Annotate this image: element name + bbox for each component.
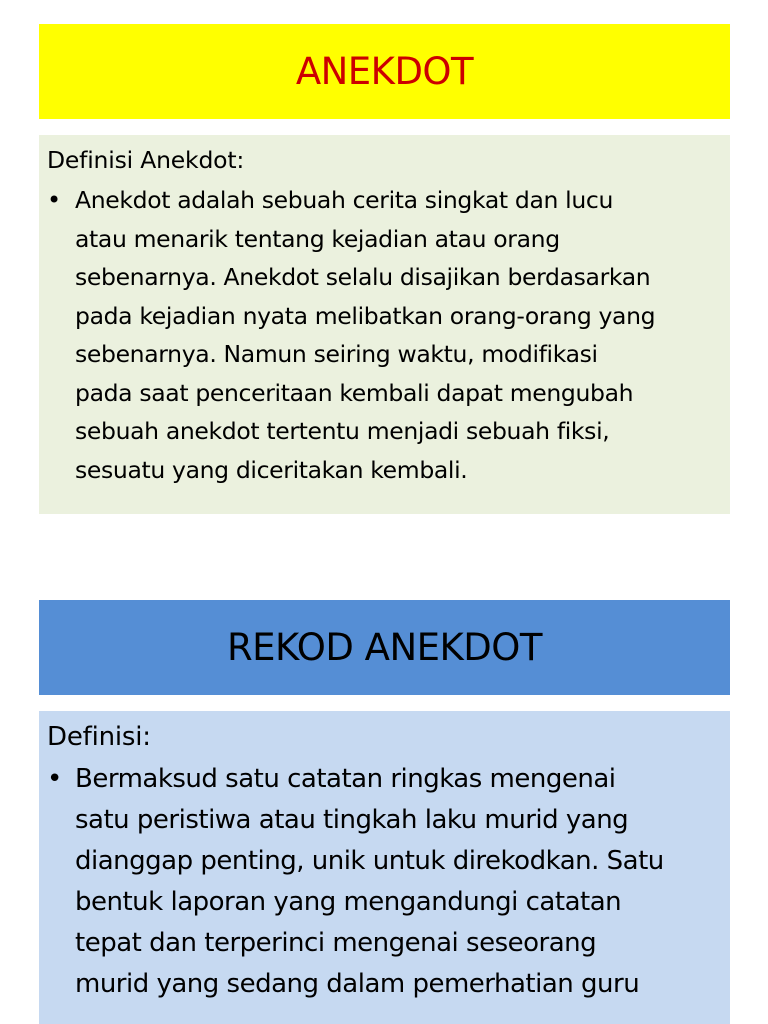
rekod-anekdot-definition-box	[39, 711, 730, 1024]
text-line: sesuatu yang diceritakan kembali.	[75, 455, 468, 484]
anekdot-title-box	[39, 24, 730, 119]
text-line: murid yang sedang dalam pemerhatian guru	[75, 969, 640, 999]
anekdot-definition-text	[75, 181, 655, 489]
rekod-anekdot-definition-heading: Definisi:	[47, 722, 151, 752]
text-line: sebenarnya. Namun seiring waktu, modifikasi	[75, 340, 598, 368]
rekod-anekdot-definition-bullet	[47, 759, 720, 1005]
text-line: dianggap penting, unik untuk direkodkan. Satu	[75, 846, 664, 876]
text-line: pada saat penceritaan kembali dapat mengubah	[75, 378, 634, 407]
text-line: sebuah anekdot tertentu menjadi sebuah fiksi,	[75, 417, 610, 445]
anekdot-definition-bullet	[47, 181, 720, 489]
text-line: Bermaksud satu catatan ringkas mengenai	[75, 764, 616, 794]
bullet-dot-icon: •	[47, 764, 63, 794]
anekdot-definition-heading: Definisi Anekdot:	[47, 146, 245, 174]
rekod-anekdot-title: REKOD ANEKDOT	[226, 626, 543, 669]
anekdot-definition-box	[39, 135, 730, 514]
text-line: atau menarik tentang kejadian atau orang	[75, 224, 560, 253]
bullet-dot-icon: •	[47, 186, 62, 214]
text-line: pada kejadian nyata melibatkan orang-orang yang	[75, 301, 656, 330]
rekod-anekdot-definition-text	[75, 759, 664, 1005]
text-line: satu peristiwa atau tingkah laku murid yang	[75, 805, 629, 835]
text-line: Anekdot adalah sebuah cerita singkat dan lucu	[75, 186, 613, 214]
text-line: bentuk laporan yang mengandungi catatan	[75, 887, 622, 917]
text-line: sebenarnya. Anekdot selalu disajikan berdasarkan	[75, 263, 651, 291]
rekod-anekdot-title-box	[39, 600, 730, 695]
anekdot-title: ANEKDOT	[295, 50, 474, 93]
text-line: tepat dan terperinci mengenai seseorang	[75, 928, 597, 958]
